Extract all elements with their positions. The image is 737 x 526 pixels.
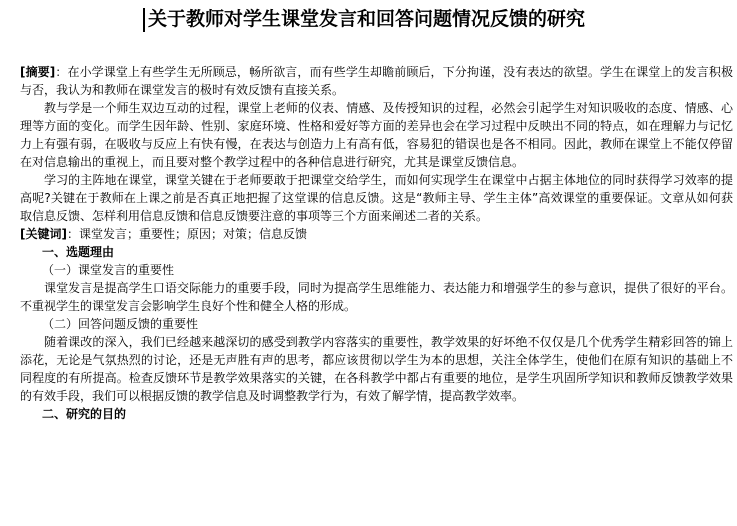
- keywords-text: 课堂发言；重要性；原因；对策；信息反馈: [79, 227, 308, 241]
- keywords-label: [关键词]: [20, 227, 67, 241]
- text-cursor: [143, 8, 145, 32]
- keywords-paragraph: [20, 225, 733, 243]
- abstract-paragraph-3: 学习的主阵地在课堂，课堂关键在于老师要敢于把课堂交给学生，而如何实现学生在课堂中占据主体地位的同时获得学习效率的提高呢?关键在于教师在上课之前是否真正地把握了这堂课的信息反馈。这是“教师主导、学生主体”高效课堂的重要保证。文章从如何获取信息反馈、怎样利用信息反馈和信息反馈要注意的事项等三个方面来阐述二者的关系。: [20, 173, 733, 223]
- abstract-text: 在小学课堂上有些学生无所顾忌，畅所欲言，而有些学生却瞻前顾后，下分拘谨，没有表达的欲望。学生在课堂上的发言积极与否，我认为和教师在课堂发言的极时有效反馈有直接关系。: [20, 65, 733, 97]
- section1-sub1-text: 课堂发言是提高学生口语交际能力的重要手段，同时为提高学生思维能力、表达能力和增强学生的参与意识，提供了很好的平台。不重视学生的课堂发言会影响学生良好个性和健全人格的形成。: [20, 281, 733, 313]
- abstract-paragraph-2: 教与学是一个师生双边互动的过程，课堂上老师的仪表、情感、及传授知识的过程，必然会引起学生对知识吸收的态度、情感、心理等方面的变化。而学生因年龄、性别、家庭环境、性格和爱好等方面的差异也会在学习过程中反映出不同的特点，如在理解力与记忆力上有强有弱，在吸收与反应上有快有慢，在表达与创造力上有高有低，容易犯的错误也是各不相同。因此，教师在课堂上不能仅停留在对信息输出的重视上，而且要对整个教学过程中的各种信息进行研究，尤其是课堂反馈信息。: [20, 101, 733, 169]
- section1-sub2-heading: （二）回答问题反馈的重要性: [42, 317, 199, 331]
- abstract-colon: ：: [55, 65, 68, 79]
- section1-sub2-text: 随着课改的深入，我们已经越来越深切的感受到教学内容落实的重要性，教学效果的好坏绝不仅仅是几个优秀学生精彩回答的锦上添花，无论是气氛热烈的讨论，还是无声胜有声的思考，都应该贯彻以学生为本的思想，关注全体学生，使他们在原有知识的基础上不同程度的有所提高。检查反馈环节是教学效果落实的关键，在各科教学中都占有重要的地位，是学生巩固所学知识和教师反馈教学效果的有效手段，我们可以根据反馈的教学信息及时调整教学行为，有效了解学情，提高教学效率。: [20, 335, 733, 403]
- section1-heading: 一、选题理由: [42, 245, 115, 259]
- section1-sub1-heading: （一）课堂发言的重要性: [42, 263, 175, 277]
- abstract-paragraph: [20, 63, 733, 99]
- section2-heading: 二、研究的目的: [42, 407, 127, 421]
- document-body[interactable]: [20, 63, 733, 423]
- keywords-colon: ：: [66, 227, 79, 241]
- document-title[interactable]: 关于教师对学生课堂发言和回答问题情况反馈的研究: [148, 8, 586, 30]
- abstract-label: [摘要]: [20, 65, 56, 79]
